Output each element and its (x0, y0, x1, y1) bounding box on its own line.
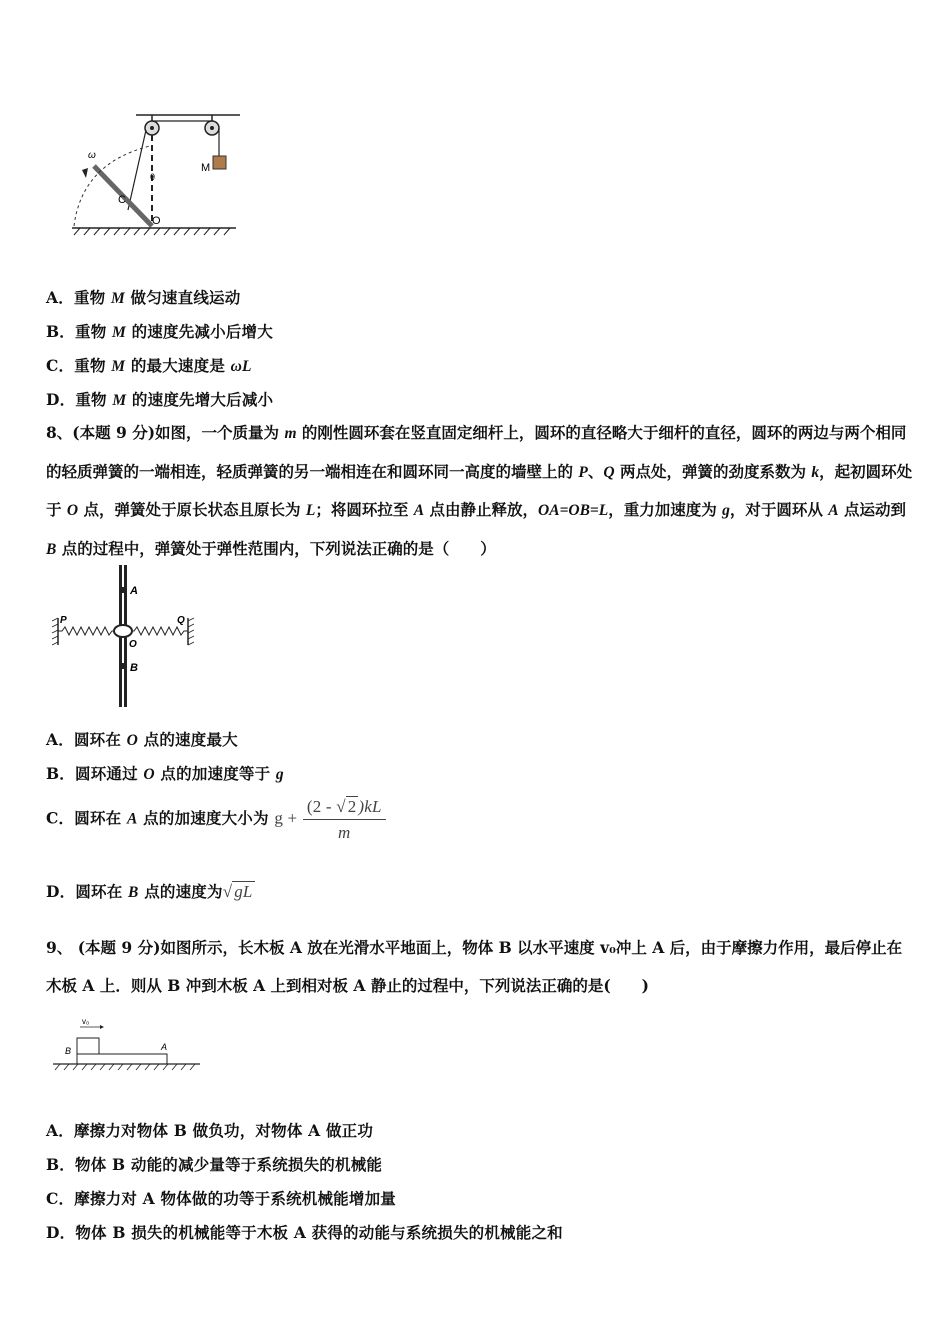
svg-text:O: O (129, 639, 137, 650)
weight-m (213, 156, 226, 169)
q9-option-a[interactable]: A．摩擦力对物体 B 做负功，对物体 A 做正功 (46, 1121, 374, 1140)
q8-option-c[interactable]: C．圆环在 A 点的加速度大小为 g + $\frac{(2 - √ 2 )kL}{m}$ (46, 796, 386, 843)
board-a (77, 1054, 167, 1064)
q9-option-b[interactable]: B．物体 B 动能的减少量等于系统损失的机械能 (46, 1155, 383, 1174)
q7-option-c[interactable]: C．重物 M 的最大速度是 ωL (46, 356, 252, 375)
svg-text:B: B (130, 662, 138, 674)
label-c: C (118, 194, 126, 206)
label-o: O (152, 215, 161, 227)
svg-text:Q: Q (177, 615, 185, 626)
q8-option-a[interactable]: A．圆环在 O 点的速度最大 (46, 730, 238, 749)
q7-figure (60, 108, 250, 238)
q7-option-d[interactable]: D．重物 M 的速度先增大后减小 (46, 390, 274, 409)
q9-option-d[interactable]: D．物体 B 损失的机械能等于木板 A 获得的动能与系统损失的机械能之和 (46, 1223, 563, 1242)
ring (114, 625, 132, 637)
q7-option-a[interactable]: A．重物 M 做匀速直线运动 (46, 288, 241, 307)
formula-fraction: $\frac{(2 - √ 2 )kL}{m}$ (303, 796, 386, 843)
q8-option-b[interactable]: B．圆环通过 O 点的加速度等于 g (46, 764, 284, 783)
q8-stem: 8、(本题 9 分)如图，一个质量为 m 的刚性圆环套在竖直固定细杆上，圆环的直径略大于细杆的直径，圆环的两边与两个相同的轻质弹簧的一端相连，轻质弹簧的另一端相连在和圆环同一高度的墙壁上的 P、Q 两点处，弹簧的劲度系数为 k，起初圆环处于 O 点，弹簧处于原长状态且原长为 L；将圆环拉至 A 点由静止释放，OA=OB=L，重力加速度为 g，对于圆环从 A 点运动到 B 点的过程中，弹簧处于弹性范围内，下列说法正确的是（ ） (46, 423, 913, 558)
label-a: A (161, 1042, 168, 1052)
q9-figure (50, 1012, 205, 1074)
q8-option-d[interactable]: D．圆环在 B 点的速度为√ gL (46, 882, 253, 901)
svg-text:P: P (60, 615, 67, 626)
q7-option-b[interactable]: B．重物 M 的速度先减小后增大 (46, 322, 273, 341)
label-v0: v₀ (82, 1017, 90, 1026)
label-omega: ω (88, 150, 96, 161)
spring-right (130, 627, 188, 635)
q9-option-c[interactable]: C．摩擦力对 A 物体做的功等于系统机械能增加量 (46, 1189, 396, 1208)
q8-figure (50, 563, 200, 709)
label-m: M (201, 162, 211, 174)
formula-sqrt-gl: √ gL (222, 882, 253, 901)
block-b (77, 1038, 99, 1054)
formula-g: g + (274, 808, 298, 828)
svg-text:A: A (130, 585, 138, 597)
q9-stem: 9、 (本题 9 分)如图所示，长木板 A 放在光滑水平地面上，物体 B 以水平速度 v₀冲上 A 后，由于摩擦力作用，最后停止在木板 A 上．则从 B 冲到木板 A 上到相对板 A 静止的过程中，下列说法正确的是( ) (46, 938, 903, 995)
spring-left (58, 627, 116, 635)
label-b: B (65, 1046, 72, 1056)
svg-text:θ: θ (150, 172, 156, 182)
